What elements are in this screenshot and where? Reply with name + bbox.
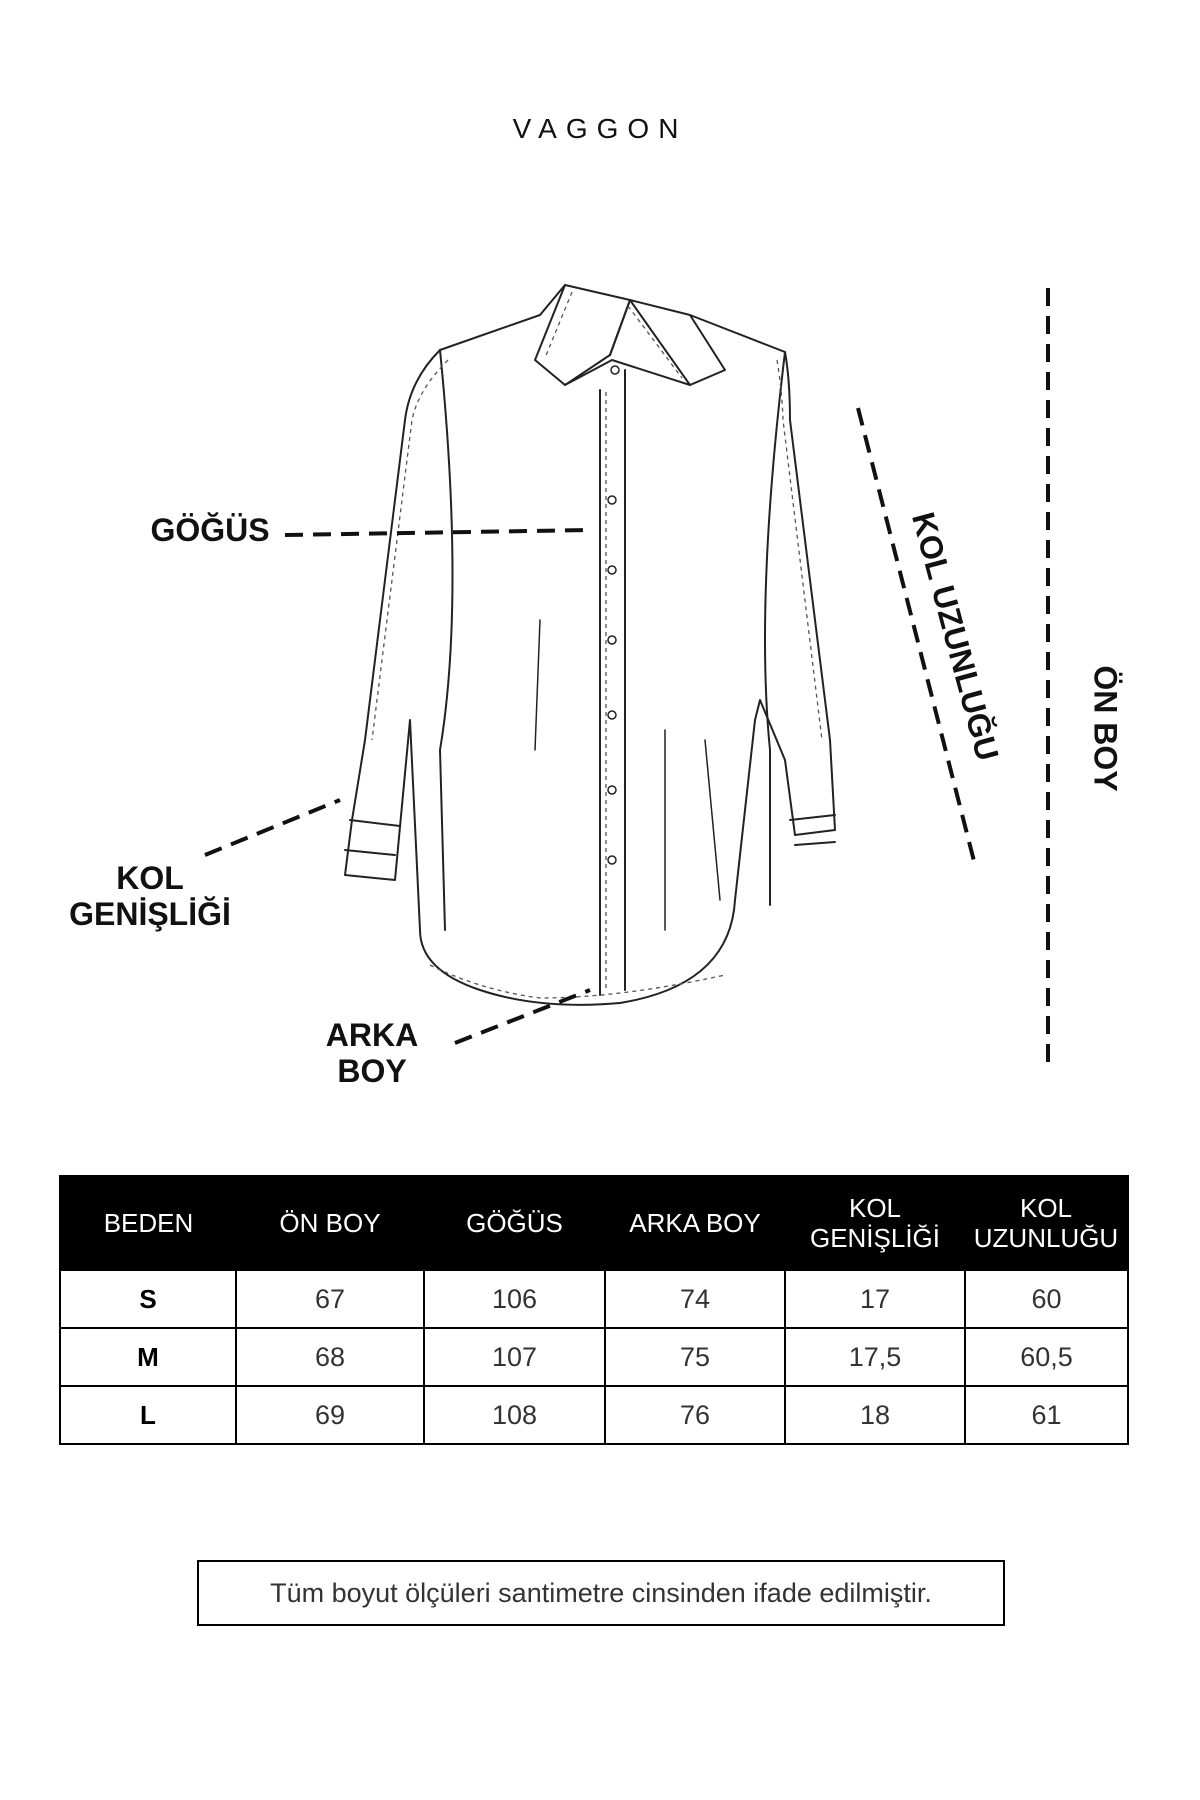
arka-boy-line [455,990,590,1043]
size-cell: L [60,1386,236,1444]
units-note: Tüm boyut ölçüleri santimetre cinsinden ifade edilmiştir. [197,1560,1005,1626]
table-row [60,1270,1128,1328]
table-cell: 108 [424,1386,605,1444]
size-table [59,1175,1129,1445]
table-cell: 17 [785,1270,965,1328]
table-cell: 107 [424,1328,605,1386]
table-cell: 75 [605,1328,785,1386]
header-arka-boy: ARKA BOY [605,1176,785,1270]
gogus-line [285,530,590,535]
table-cell: 18 [785,1386,965,1444]
table-cell: 60,5 [965,1328,1128,1386]
table-cell: 67 [236,1270,424,1328]
arka-boy-line1: ARKA [325,1017,419,1053]
table-cell: 74 [605,1270,785,1328]
kol-genisligi-line2: GENİŞLİĞİ [69,896,231,932]
table-row [60,1328,1128,1386]
kol-genisligi-line [205,800,340,855]
header-kol-uzunlugu: KOL UZUNLUĞU [965,1176,1128,1270]
table-row [60,1386,1128,1444]
header-on-boy: ÖN BOY [236,1176,424,1270]
header-gogus: GÖĞÜS [424,1176,605,1270]
header-beden: BEDEN [60,1176,236,1270]
table-cell: 69 [236,1386,424,1444]
arka-boy-line2: BOY [337,1053,407,1089]
size-cell: M [60,1328,236,1386]
kol-genisligi-line1: KOL [116,860,184,896]
table-cell: 68 [236,1328,424,1386]
gogus-label: GÖĞÜS [150,512,270,548]
arka-boy-label [312,1017,432,1089]
table-cell: 61 [965,1386,1128,1444]
on-boy-label: ÖN BOY [1087,665,1124,792]
brand-logo: VAGGON [512,113,688,144]
table-cell: 60 [965,1270,1128,1328]
kol-uzunlugu-label: KOL UZUNLUĞU [905,508,1006,765]
table-cell: 17,5 [785,1328,965,1386]
table-cell: 106 [424,1270,605,1328]
size-table-header [60,1176,1128,1270]
table-cell: 76 [605,1386,785,1444]
kol-genisligi-label [55,860,245,932]
header-kol-genisligi: KOL GENİŞLİĞİ [785,1176,965,1270]
size-cell: S [60,1270,236,1328]
